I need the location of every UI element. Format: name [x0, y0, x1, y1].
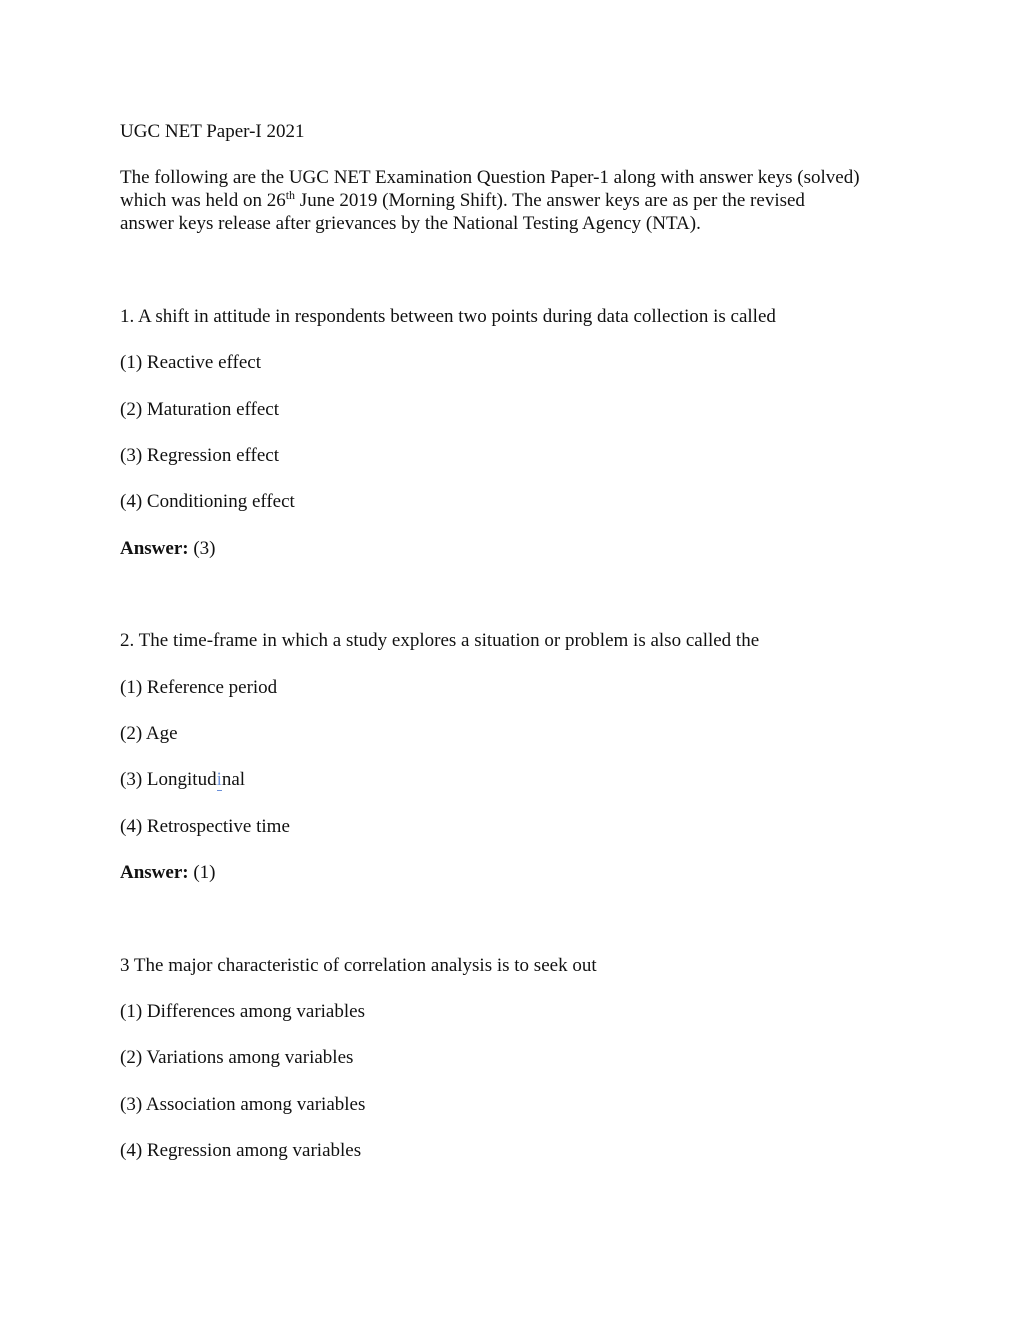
intro-line-2-end: June 2019 (Morning Shift). The answer keys are as per the revised	[295, 190, 805, 211]
question-2-option-1: (1) Reference period	[120, 677, 278, 698]
document-title: UGC NET Paper-I 2021	[120, 121, 305, 142]
question-3-option-1: (1) Differences among variables	[120, 1001, 365, 1022]
question-1-text: 1. A shift in attitude in respondents between two points during data collection is called	[120, 306, 776, 327]
question-2-option-2: (2) Age	[120, 723, 178, 744]
question-1-answer	[120, 537, 216, 560]
question-3-option-2: (2) Variations among variables	[120, 1047, 354, 1068]
intro-paragraph	[120, 166, 920, 235]
question-2-option-4: (4) Retrospective time	[120, 816, 290, 837]
intro-line-3: answer keys release after grievances by the National Testing Agency (NTA).	[120, 213, 701, 234]
question-3-option-4: (4) Regression among variables	[120, 1140, 362, 1161]
answer-label: Answer:	[120, 862, 189, 883]
answer-value: (1)	[193, 862, 216, 883]
intro-line-2-start: which was held on 26	[120, 190, 286, 211]
question-1-option-1: (1) Reactive effect	[120, 352, 262, 373]
ordinal-suffix: th	[285, 188, 296, 202]
question-1-option-3: (3) Regression effect	[120, 445, 279, 466]
question-3-option-3: (3) Association among variables	[120, 1094, 366, 1115]
intro-line-1: The following are the UGC NET Examination Question Paper-1 along with answer keys (solved)	[120, 167, 860, 188]
option-3-part-b: nal	[221, 769, 246, 790]
answer-value: (3)	[193, 538, 216, 559]
answer-label: Answer:	[120, 538, 189, 559]
intro-line-2	[120, 189, 920, 212]
question-2-text: 2. The time-frame in which a study explores a situation or problem is also called the	[120, 630, 760, 651]
option-3-part-a: (3) Longitud	[120, 769, 217, 790]
question-1-option-2: (2) Maturation effect	[120, 399, 279, 420]
text-cursor-highlight: i	[216, 769, 222, 790]
question-2-option-3	[120, 768, 245, 791]
question-1-option-4: (4) Conditioning effect	[120, 491, 295, 512]
question-3-text: 3 The major characteristic of correlation analysis is to seek out	[120, 955, 597, 976]
question-2-answer	[120, 861, 216, 884]
